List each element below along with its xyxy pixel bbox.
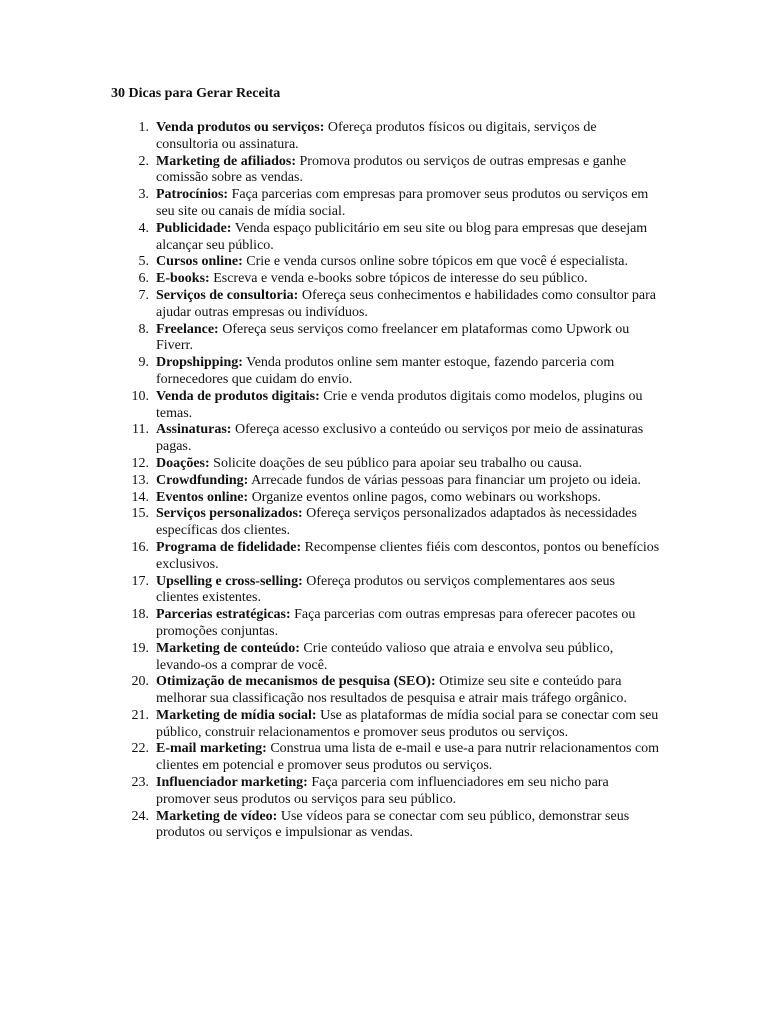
list-item-term: Marketing de afiliados: xyxy=(156,153,296,169)
list-item-number: 7. xyxy=(138,287,149,303)
list-item xyxy=(111,809,661,843)
list-item xyxy=(111,456,661,473)
list-item xyxy=(111,288,661,322)
list-item-text: Ofereça produtos físicos ou digitais, serviços de consultoria ou assinatura. xyxy=(156,120,597,152)
list-item-text: Use as plataformas de mídia social para se conectar com seu público, construir relacionamentos e promover seus produtos ou serviços. xyxy=(156,707,659,740)
list-item-text: Faça parceria com influenciadores em seu nicho para promover seus produtos ou serviços para seu público. xyxy=(156,775,609,807)
tips-list xyxy=(111,120,661,842)
list-item-text: Arrecade fundos de várias pessoas para financiar um projeto ou ideia. xyxy=(251,472,641,488)
list-item-term: Doações: xyxy=(156,455,210,471)
list-item-term: Parcerias estratégicas: xyxy=(156,607,291,623)
list-item-text: Faça parcerias com outras empresas para oferecer pacotes ou promoções conjuntas. xyxy=(156,607,636,639)
list-item-text: Ofereça seus conhecimentos e habilidades como consultor para ajudar outras empresas ou indivíduos. xyxy=(156,287,656,320)
list-item-number: 21. xyxy=(131,707,149,723)
list-item-number: 23. xyxy=(131,775,149,791)
list-item-term: Otimização de mecanismos de pesquisa (SEO): xyxy=(156,674,436,690)
list-item xyxy=(111,574,661,608)
list-item-term: Venda de produtos digitais: xyxy=(156,388,320,404)
list-item xyxy=(111,473,661,490)
list-item-number: 24. xyxy=(131,808,149,824)
list-item-text: Ofereça serviços personalizados adaptados às necessidades específicas dos clientes. xyxy=(156,506,637,539)
list-item xyxy=(111,708,661,742)
list-item-number: 10. xyxy=(131,388,149,404)
list-item xyxy=(111,506,661,540)
list-item xyxy=(111,254,661,271)
list-item-text: Ofereça produtos ou serviços complementares aos seus clientes existentes. xyxy=(156,573,615,606)
list-item-number: 14. xyxy=(131,489,149,505)
list-item-number: 12. xyxy=(131,455,149,471)
list-item-term: E-mail marketing: xyxy=(156,741,267,757)
list-item-text: Crie e venda cursos online sobre tópicos em que você é especialista. xyxy=(246,254,628,270)
list-item-text: Organize eventos online pagos, como webinars ou workshops. xyxy=(251,489,601,505)
list-item-text: Crie e venda produtos digitais como modelos, plugins ou temas. xyxy=(156,388,643,421)
list-item-number: 15. xyxy=(131,506,149,522)
list-item-number: 5. xyxy=(138,254,149,270)
list-item-term: Marketing de vídeo: xyxy=(156,808,278,824)
list-item-text: Ofereça seus serviços como freelancer em plataformas como Upwork ou Fiverr. xyxy=(156,321,630,354)
list-item xyxy=(111,187,661,221)
list-item xyxy=(111,641,661,675)
list-item xyxy=(111,221,661,255)
list-item-text: Use vídeos para se conectar com seu público, demonstrar seus produtos ou serviços e impulsionar as vendas. xyxy=(156,808,630,841)
list-item-number: 8. xyxy=(138,321,149,337)
list-item-term: Serviços personalizados: xyxy=(156,506,303,522)
list-item-text: Faça parcerias com empresas para promover seus produtos ou serviços em seu site ou canais de mídia social. xyxy=(156,187,649,219)
list-item-term: Marketing de conteúdo: xyxy=(156,640,300,656)
list-item-term: Publicidade: xyxy=(156,220,232,236)
list-item xyxy=(111,540,661,574)
list-item-number: 17. xyxy=(131,573,149,589)
list-item xyxy=(111,389,661,423)
list-item-number: 6. xyxy=(138,271,149,287)
list-item-term: Programa de fidelidade: xyxy=(156,539,302,555)
list-item-number: 16. xyxy=(131,539,149,555)
list-item xyxy=(111,120,661,154)
list-item xyxy=(111,775,661,809)
list-item-text: Recompense clientes fiéis com descontos, pontos ou benefícios exclusivos. xyxy=(156,539,660,572)
document-title: 30 Dicas para Gerar Receita xyxy=(111,86,281,101)
list-item xyxy=(111,271,661,288)
list-item xyxy=(111,490,661,507)
list-item-number: 11. xyxy=(132,422,149,438)
list-item-text: Promova produtos ou serviços de outras empresas e ganhe comissão sobre as vendas. xyxy=(156,153,627,186)
list-item-text: Crie conteúdo valioso que atraia e envolva seu público, levando-os a comprar de você. xyxy=(156,640,614,673)
list-item-term: Crowdfunding: xyxy=(156,472,249,488)
list-item-term: Marketing de mídia social: xyxy=(156,707,317,723)
list-item xyxy=(111,154,661,188)
list-item-term: Patrocínios: xyxy=(156,187,229,203)
list-item-term: E-books: xyxy=(156,271,210,287)
list-item-text: Ofereça acesso exclusivo a conteúdo ou serviços por meio de assinaturas pagas. xyxy=(156,422,644,455)
list-item-text: Venda espaço publicitário em seu site ou blog para empresas que desejam alcançar seu público. xyxy=(156,220,648,253)
list-item-term: Assinaturas: xyxy=(156,422,232,438)
list-item-text: Otimize seu site e conteúdo para melhorar sua classificação nos resultados de pesquisa e atrair mais tráfego orgânico. xyxy=(156,674,627,707)
list-item-term: Serviços de consultoria: xyxy=(156,287,299,303)
list-item-number: 9. xyxy=(138,355,149,371)
list-item-number: 18. xyxy=(131,607,149,623)
list-item xyxy=(111,607,661,641)
list-item xyxy=(111,322,661,356)
list-item-text: Escreva e venda e-books sobre tópicos de interesse do seu público. xyxy=(213,271,588,287)
list-item-number: 22. xyxy=(131,741,149,757)
list-item-term: Upselling e cross-selling: xyxy=(156,573,303,589)
list-item-term: Dropshipping: xyxy=(156,355,243,371)
list-item-number: 20. xyxy=(131,674,149,690)
list-item xyxy=(111,355,661,389)
list-item-term: Eventos online: xyxy=(156,489,249,505)
list-item-number: 1. xyxy=(138,120,149,135)
list-item-number: 19. xyxy=(131,640,149,656)
list-item-term: Venda produtos ou serviços: xyxy=(156,120,325,135)
list-item-term: Freelance: xyxy=(156,321,219,337)
list-item-number: 2. xyxy=(138,153,149,169)
list-item-text: Construa uma lista de e-mail e use-a para nutrir relacionamentos com clientes em potencial e promover seus produtos ou serviços. xyxy=(156,741,660,774)
list-item xyxy=(111,741,661,775)
list-item-term: Influenciador marketing: xyxy=(156,775,308,791)
list-item xyxy=(111,422,661,456)
list-item-number: 3. xyxy=(138,187,149,203)
list-item-text: Venda produtos online sem manter estoque, fazendo parceria com fornecedores que cuidam do envio. xyxy=(156,355,615,387)
list-item-term: Cursos online: xyxy=(156,254,243,270)
list-item-number: 13. xyxy=(131,472,149,488)
list-item xyxy=(111,674,661,708)
list-item-number: 4. xyxy=(138,220,149,236)
list-item-text: Solicite doações de seu público para apoiar seu trabalho ou causa. xyxy=(213,455,583,471)
